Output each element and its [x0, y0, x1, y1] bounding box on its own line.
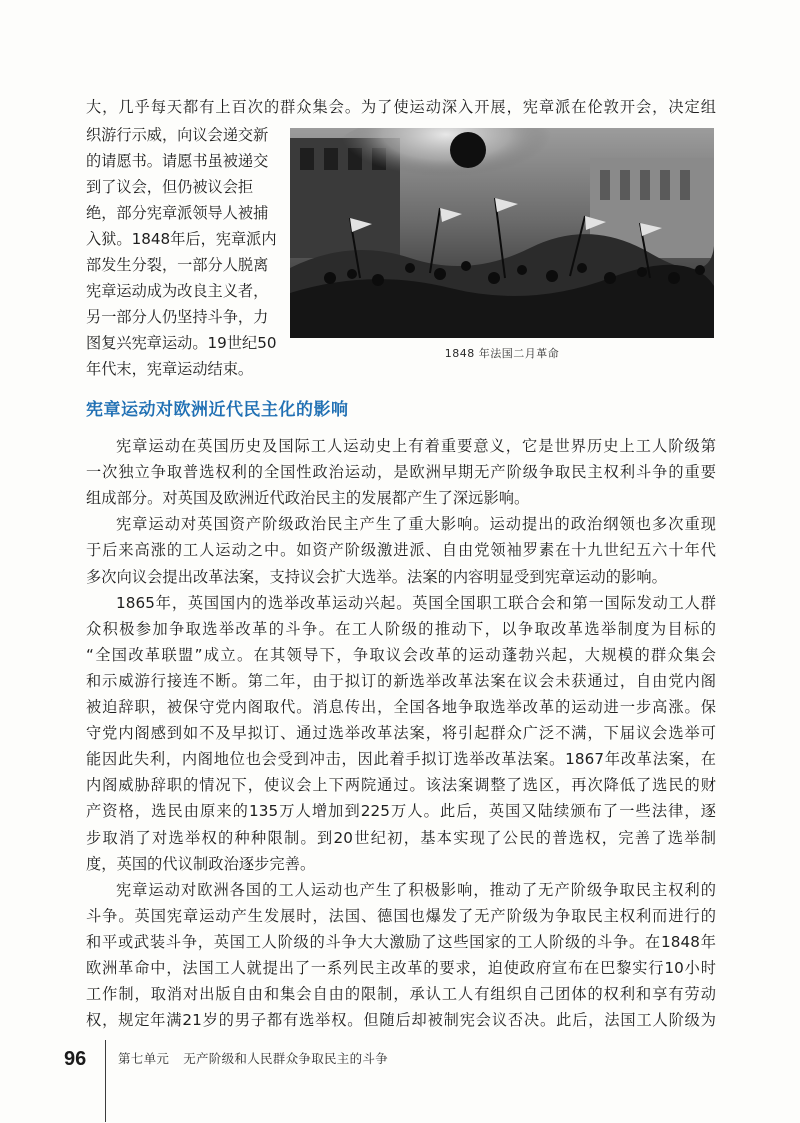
wrapped-line: 的请愿书。请愿书虽被递交 [86, 152, 269, 170]
wrapped-line: 到了议会，但仍被议会拒 [86, 178, 254, 196]
paragraph-line: 步取消了对选举权的种种限制。到20世纪初，基本实现了公民的普选权，完善了选举制 [86, 828, 716, 847]
paragraph-line: 宪章运动在英国历史及国际工人运动史上有着重要意义，它是世界历史上工人阶级第 [116, 437, 716, 455]
page-number: 96 [64, 1048, 87, 1070]
paragraph-line: “全国改革联盟”成立。在其领导下，争取议会改革的运动蓬勃兴起，大规模的群众集会 [86, 645, 716, 664]
wrapped-line: 绝，部分宪章派领导人被捕 [86, 204, 269, 222]
paragraph-line: 内阁威胁辞职的情况下，使议会上下两院通过。该法案调整了选区，再次降低了选民的财 [86, 776, 716, 795]
illustration-february-revolution [290, 128, 714, 338]
wrapped-line: 织游行示威，向议会递交新 [86, 126, 269, 144]
unit-label: 第七单元 [118, 1051, 170, 1066]
wrapped-text-column [86, 122, 291, 382]
figure-caption: 1848 年法国二月革命 [444, 347, 560, 360]
paragraph-line: 工作制，取消对出版自由和集会自由的限制，承认工人有组织自己团体的权利和享有劳动 [86, 985, 716, 1004]
paragraph-line: 多次向议会提出改革法案，支持议会扩大选举。法案的内容明显受到宪章运动的影响。 [86, 567, 667, 586]
paragraph-line: 欧洲革命中，法国工人就提出了一系列民主改革的要求，迫使政府宣布在巴黎实行10小时 [86, 959, 716, 977]
paragraph-line: 1865年，英国国内的选举改革运动兴起。英国全国职工联合会和第一国际发动工人群 [116, 593, 716, 612]
paragraph-line: 权，规定年满21岁的男子都有选举权。但随后却被制宪会议否决。此后，法国工人阶级为 [86, 1011, 716, 1030]
paragraph-line: 被迫辞职，被保守党内阁取代。消息传出，全国各地争取选举改革的运动进一步高涨。保 [86, 698, 716, 716]
paragraph-line: 宪章运动对欧洲各国的工人运动也产生了积极影响，推动了无产阶级争取民主权利的 [116, 880, 716, 899]
paragraph-line: 组成部分。对英国及欧洲近代政治民主的发展都产生了深远影响。 [86, 489, 530, 508]
engraving-image [290, 128, 714, 338]
paragraph-line: 度，英国的代议制政治逐步完善。 [86, 854, 316, 873]
wrapped-line: 宪章运动成为改良主义者， [86, 282, 269, 300]
paragraph-line: 宪章运动对英国资产阶级政治民主产生了重大影响。运动提出的政治纲领也多次重现 [116, 515, 716, 534]
paragraph-line: 一次独立争取普选权利的全国性政治运动，是欧洲早期无产阶级争取民主权利斗争的重要 [86, 463, 716, 482]
wrapped-line: 图复兴宪章运动。19世纪50 [86, 334, 277, 352]
paragraph-line: 于后来高涨的工人运动之中。如资产阶级激进派、自由党领袖罗素在十九世纪五六十年代 [86, 541, 716, 560]
paragraph-line: 守党内阁感到如不及早拟订、通过选举改革法案，将引起群众广泛不满，下届议会选举可 [86, 724, 716, 743]
paragraph-line: 产资格，选民由原来的135万人增加到225万人。此后，英国又陆续颁布了一些法律，逐 [86, 802, 716, 821]
wrapped-line: 部发生分裂，一部分人脱离 [86, 256, 269, 274]
unit-title: 无产阶级和人民群众争取民主的斗争 [183, 1051, 389, 1066]
wrapped-line: 年代末，宪章运动结束。 [86, 360, 254, 378]
wrapped-line: 入狱。1848年后，宪章派内 [86, 230, 277, 248]
paragraph-line: 斗争。英国宪章运动产生发展时，法国、德国也爆发了无产阶级为争取民主权利而进行的 [86, 906, 716, 925]
wrapped-line: 另一部分人仍坚持斗争，力 [86, 308, 269, 326]
paragraph-line: 和示威游行接连不断。第二年，由于拟订的新选举改革法案在议会未获通过，自由党内阁 [86, 671, 716, 690]
paragraph-line: 大，几乎每天都有上百次的群众集会。为了使运动深入开展，宪章派在伦敦开会，决定组 [86, 98, 716, 116]
paragraph-line: 和平或武装斗争，英国工人阶级的斗争大大激励了这些国家的工人阶级的斗争。在1848年 [86, 932, 716, 951]
footer-divider [105, 1040, 106, 1122]
paragraph-line: 能因此失利，内阁地位也会受到冲击，因此着手拟订选举改革法案。1867年改革法案，在 [86, 750, 716, 769]
section-heading: 宪章运动对欧洲近代民主化的影响 [86, 400, 349, 420]
running-footer [118, 1049, 388, 1067]
paragraph-line: 众积极参加争取选举改革的斗争。在工人阶级的推动下，以争取改革选举制度为目标的 [86, 619, 716, 638]
